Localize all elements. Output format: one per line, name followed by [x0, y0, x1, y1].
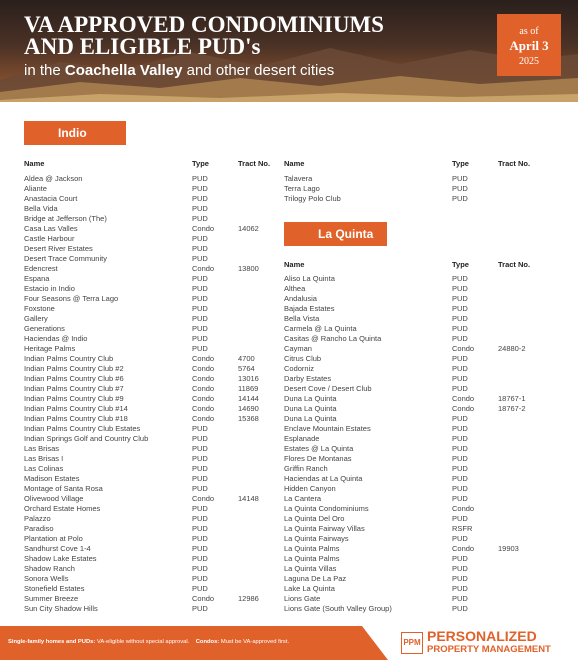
- note-bold-2: Condos:: [195, 639, 220, 645]
- item-type: PUD: [192, 434, 208, 443]
- item-type: PUD: [192, 424, 208, 433]
- list-item: [24, 514, 274, 524]
- item-name: Hidden Canyon: [284, 484, 336, 493]
- list-item: [284, 564, 554, 574]
- list-item: [24, 554, 274, 564]
- item-type: PUD: [452, 554, 468, 563]
- list-item: [284, 334, 554, 344]
- item-type: PUD: [192, 304, 208, 313]
- item-name: Espana: [24, 274, 50, 283]
- item-type: Condo: [192, 224, 215, 233]
- item-type: PUD: [192, 244, 208, 253]
- item-type: PUD: [452, 304, 468, 313]
- list-item: [284, 174, 554, 184]
- indio-continued-list: [284, 174, 554, 204]
- page-subtitle: [24, 62, 334, 79]
- list-item: [24, 174, 274, 184]
- item-name: Flores De Montanas: [284, 454, 352, 463]
- column-header-tract-3: Tract No.: [498, 260, 531, 269]
- item-name: Montage of Santa Rosa: [24, 484, 103, 493]
- item-type: Condo: [452, 394, 475, 403]
- item-name: Desert Cove / Desert Club: [284, 384, 372, 393]
- note-bold-1: Single-family homes and PUDs:: [8, 639, 96, 645]
- item-name: Paradiso: [24, 524, 54, 533]
- list-item: [24, 594, 274, 604]
- list-item: [284, 324, 554, 334]
- item-name: Althea: [284, 284, 306, 293]
- list-item: [24, 344, 274, 354]
- item-type: PUD: [452, 364, 468, 373]
- item-tract: 4700: [238, 354, 255, 363]
- list-item: [24, 584, 274, 594]
- item-type: PUD: [452, 584, 468, 593]
- item-type: PUD: [452, 444, 468, 453]
- list-item: [24, 234, 274, 244]
- item-type: PUD: [192, 314, 208, 323]
- list-item: [284, 474, 554, 484]
- list-item: [284, 404, 554, 414]
- item-name: Indian Palms Country Club: [24, 354, 114, 363]
- item-name: Duna La Quinta: [284, 414, 337, 423]
- item-name: Sun City Shadow Hills: [24, 604, 98, 613]
- item-name: Estacio in Indio: [24, 284, 75, 293]
- item-name: Cayman: [284, 344, 312, 353]
- section-title-la-quinta: La Quinta: [284, 222, 387, 246]
- list-item: [24, 564, 274, 574]
- list-item: [284, 604, 554, 614]
- list-item: [24, 534, 274, 544]
- company-name-line-1: PERSONALIZED: [427, 628, 537, 644]
- date-badge: [497, 14, 561, 76]
- item-name: Citrus Club: [284, 354, 322, 363]
- item-tract: 14062: [238, 224, 259, 233]
- list-item: [24, 424, 274, 434]
- item-type: PUD: [452, 374, 468, 383]
- item-name: Esplanade: [284, 434, 320, 443]
- list-item: [24, 524, 274, 534]
- item-type: RSFR: [452, 524, 473, 533]
- list-item: [24, 314, 274, 324]
- item-type: PUD: [452, 484, 468, 493]
- list-item: [24, 294, 274, 304]
- item-type: PUD: [192, 284, 208, 293]
- item-type: PUD: [192, 574, 208, 583]
- item-name: Bella Vida: [24, 204, 58, 213]
- item-type: PUD: [452, 294, 468, 303]
- column-header-type-2: Type: [452, 159, 469, 168]
- item-name: Indian Palms Country Club #18: [24, 414, 128, 423]
- item-name: Desert River Estates: [24, 244, 93, 253]
- item-name: Aliante: [24, 184, 47, 193]
- list-item: [24, 254, 274, 264]
- item-name: Indian Palms Country Club #2: [24, 364, 124, 373]
- list-item: [24, 284, 274, 294]
- item-type: PUD: [452, 274, 468, 283]
- item-name: Heritage Palms: [24, 344, 76, 353]
- column-header-tract: Tract No.: [238, 159, 271, 168]
- item-name: Darby Estates: [284, 374, 332, 383]
- item-type: Condo: [192, 414, 215, 423]
- item-name: Duna La Quinta: [284, 394, 337, 403]
- item-name: Codorniz: [284, 364, 315, 373]
- list-item: [284, 464, 554, 474]
- item-type: PUD: [452, 534, 468, 543]
- item-name: Indian Palms Country Club #14: [24, 404, 128, 413]
- item-name: La Quinta Fairway Villas: [284, 524, 365, 533]
- item-name: La Quinta Villas: [284, 564, 337, 573]
- date-year: 2025: [519, 56, 539, 67]
- item-name: Sonora Wells: [24, 574, 69, 583]
- item-type: PUD: [192, 604, 208, 613]
- item-name: Palazzo: [24, 514, 51, 523]
- list-item: [284, 274, 554, 284]
- item-name: La Quinta Palms: [284, 554, 340, 563]
- item-type: PUD: [192, 204, 208, 213]
- list-item: [284, 354, 554, 364]
- list-item: [24, 504, 274, 514]
- item-type: PUD: [452, 174, 468, 183]
- column-header-name-3: Name: [284, 260, 305, 269]
- list-item: [24, 224, 274, 234]
- list-item: [284, 284, 554, 294]
- item-name: Indian Palms Country Club Estates: [24, 424, 141, 433]
- list-item: [284, 374, 554, 384]
- list-item: [284, 314, 554, 324]
- item-tract: 18767-2: [498, 404, 526, 413]
- note-text-2: Must be VA-approved first.: [219, 639, 290, 645]
- list-item: [284, 194, 554, 204]
- item-name: Lake La Quinta: [284, 584, 335, 593]
- list-item: [284, 544, 554, 554]
- list-item: [24, 194, 274, 204]
- title-line-1: VA APPROVED CONDOMINIUMS: [24, 12, 384, 37]
- list-item: [284, 184, 554, 194]
- item-name: Desert Trace Community: [24, 254, 107, 263]
- item-type: Condo: [452, 344, 475, 353]
- section-title-indio: Indio: [24, 121, 126, 145]
- item-name: Bridge at Jefferson (The): [24, 214, 107, 223]
- item-type: PUD: [452, 414, 468, 423]
- list-item: [24, 444, 274, 454]
- item-name: Four Seasons @ Terra Lago: [24, 294, 119, 303]
- item-name: Indian Springs Golf and Country Club: [24, 434, 149, 443]
- subtitle-pre: in the: [24, 62, 65, 79]
- list-item: [24, 454, 274, 464]
- list-item: [284, 534, 554, 544]
- item-type: PUD: [192, 184, 208, 193]
- list-item: [284, 524, 554, 534]
- item-type: PUD: [192, 564, 208, 573]
- list-item: [24, 274, 274, 284]
- column-header-type: Type: [192, 159, 209, 168]
- list-item: [284, 294, 554, 304]
- list-item: [24, 474, 274, 484]
- date-day: April 3: [509, 38, 549, 53]
- list-item: [24, 334, 274, 344]
- list-item: [284, 434, 554, 444]
- item-name: Aldea @ Jackson: [24, 174, 83, 183]
- item-name: Indian Palms Country Club #7: [24, 384, 124, 393]
- item-name: La Quinta Del Oro: [284, 514, 345, 523]
- item-type: PUD: [452, 514, 468, 523]
- item-name: Talavera: [284, 174, 313, 183]
- list-item: [284, 594, 554, 604]
- item-name: Aliso La Quinta: [284, 274, 335, 283]
- item-name: Madison Estates: [24, 474, 80, 483]
- item-type: PUD: [452, 194, 468, 203]
- list-item: [24, 244, 274, 254]
- item-type: PUD: [192, 514, 208, 523]
- item-name: La Quinta Fairways: [284, 534, 349, 543]
- item-tract: 14690: [238, 404, 259, 413]
- item-name: Sandhurst Cove 1-4: [24, 544, 91, 553]
- item-type: PUD: [452, 574, 468, 583]
- list-item: [24, 264, 274, 274]
- list-item: [284, 574, 554, 584]
- item-name: Summer Breeze: [24, 594, 79, 603]
- item-type: PUD: [192, 254, 208, 263]
- column-header-type-3: Type: [452, 260, 469, 269]
- note-text-1: VA-eligible without special approval.: [95, 639, 190, 645]
- title-line-2: AND ELIGIBLE PUD's: [24, 34, 261, 59]
- list-item: [284, 504, 554, 514]
- item-name: Las Brisas: [24, 444, 60, 453]
- item-name: Bella Vista: [284, 314, 320, 323]
- item-type: PUD: [192, 484, 208, 493]
- item-name: Shadow Ranch: [24, 564, 75, 573]
- item-tract: 18767-1: [498, 394, 526, 403]
- list-item: [24, 214, 274, 224]
- item-name: Orchard Estate Homes: [24, 504, 101, 513]
- item-type: PUD: [192, 274, 208, 283]
- item-name: Generations: [24, 324, 65, 333]
- column-header-name-2: Name: [284, 159, 305, 168]
- item-type: PUD: [192, 334, 208, 343]
- item-type: PUD: [452, 564, 468, 573]
- item-type: PUD: [192, 534, 208, 543]
- item-type: PUD: [192, 584, 208, 593]
- item-name: Foxstone: [24, 304, 55, 313]
- item-type: PUD: [452, 434, 468, 443]
- item-name: Haciendas @ Indio: [24, 334, 88, 343]
- item-type: PUD: [192, 554, 208, 563]
- item-tract: 12986: [238, 594, 259, 603]
- la-quinta-list: [284, 274, 554, 614]
- item-tract: 19903: [498, 544, 519, 553]
- item-tract: 14148: [238, 494, 259, 503]
- item-type: PUD: [192, 544, 208, 553]
- item-type: Condo: [192, 364, 215, 373]
- item-name: Haciendas at La Quinta: [284, 474, 363, 483]
- list-item: [284, 554, 554, 564]
- item-type: PUD: [192, 464, 208, 473]
- subtitle-post: and other desert cities: [182, 62, 335, 79]
- list-item: [24, 574, 274, 584]
- list-item: [24, 354, 274, 364]
- item-name: Las Colinas: [24, 464, 64, 473]
- item-name: Indian Palms Country Club #9: [24, 394, 124, 403]
- page-title: [24, 14, 484, 58]
- item-type: PUD: [192, 344, 208, 353]
- item-name: Casa Las Valles: [24, 224, 78, 233]
- item-type: Condo: [192, 394, 215, 403]
- item-name: Plantation at Polo: [24, 534, 83, 543]
- date-asof: as of: [519, 26, 539, 37]
- item-type: Condo: [192, 354, 215, 363]
- item-name: Las Brisas I: [24, 454, 64, 463]
- item-tract: 5764: [238, 364, 255, 373]
- column-header-name: Name: [24, 159, 45, 168]
- item-name: La Quinta Palms: [284, 544, 340, 553]
- list-item: [284, 514, 554, 524]
- item-tract: 15368: [238, 414, 259, 423]
- list-item: [24, 494, 274, 504]
- list-item: [284, 424, 554, 434]
- item-tract: 11869: [238, 384, 259, 393]
- item-tract: 24880-2: [498, 344, 526, 353]
- item-name: Castle Harbour: [24, 234, 75, 243]
- item-name: Lions Gate: [284, 594, 321, 603]
- item-name: Edencrest: [24, 264, 58, 273]
- item-type: PUD: [192, 174, 208, 183]
- item-type: PUD: [192, 194, 208, 203]
- item-type: Condo: [192, 384, 215, 393]
- indio-list: [24, 174, 274, 614]
- list-item: [284, 384, 554, 394]
- item-type: PUD: [192, 234, 208, 243]
- list-item: [24, 374, 274, 384]
- footer: [0, 626, 578, 660]
- item-type: PUD: [192, 524, 208, 533]
- list-item: [24, 304, 274, 314]
- list-item: [24, 204, 274, 214]
- item-type: PUD: [452, 384, 468, 393]
- item-type: PUD: [192, 294, 208, 303]
- item-type: Condo: [452, 404, 475, 413]
- list-item: [24, 604, 274, 614]
- item-name: Carmela @ La Quinta: [284, 324, 357, 333]
- item-type: PUD: [192, 444, 208, 453]
- item-type: Condo: [192, 594, 215, 603]
- list-item: [284, 414, 554, 424]
- list-item: [284, 344, 554, 354]
- list-item: [24, 184, 274, 194]
- list-item: [284, 444, 554, 454]
- item-name: Gallery: [24, 314, 48, 323]
- item-type: Condo: [192, 264, 215, 273]
- item-type: PUD: [452, 594, 468, 603]
- list-item: [284, 454, 554, 464]
- list-item: [24, 364, 274, 374]
- footer-note: [8, 639, 289, 645]
- item-name: Duna La Quinta: [284, 404, 337, 413]
- item-name: Casitas @ Rancho La Quinta: [284, 334, 382, 343]
- list-item: [284, 494, 554, 504]
- list-item: [24, 484, 274, 494]
- item-type: PUD: [452, 424, 468, 433]
- item-tract: 14144: [238, 394, 259, 403]
- item-name: Lions Gate (South Valley Group): [284, 604, 392, 613]
- item-name: Trilogy Polo Club: [284, 194, 341, 203]
- item-type: PUD: [192, 324, 208, 333]
- item-name: Estates @ La Quinta: [284, 444, 354, 453]
- item-name: Griffin Ranch: [284, 464, 328, 473]
- list-item: [24, 384, 274, 394]
- item-type: PUD: [452, 324, 468, 333]
- list-item: [284, 304, 554, 314]
- list-item: [24, 544, 274, 554]
- item-name: Enclave Mountain Estates: [284, 424, 371, 433]
- item-tract: 13016: [238, 374, 259, 383]
- list-item: [284, 394, 554, 404]
- item-type: Condo: [192, 404, 215, 413]
- item-type: PUD: [452, 184, 468, 193]
- subtitle-region: Coachella Valley: [64, 62, 183, 79]
- list-item: [284, 584, 554, 594]
- item-type: PUD: [452, 474, 468, 483]
- list-item: [24, 324, 274, 334]
- item-type: PUD: [452, 314, 468, 323]
- list-item: [24, 414, 274, 424]
- header-banner: [0, 0, 578, 102]
- item-type: PUD: [192, 474, 208, 483]
- list-item: [284, 364, 554, 374]
- item-tract: 13800: [238, 264, 259, 273]
- list-item: [24, 394, 274, 404]
- item-name: La Cantera: [284, 494, 322, 503]
- item-type: PUD: [192, 454, 208, 463]
- item-name: Olivewood Village: [24, 494, 84, 503]
- item-type: Condo: [192, 374, 215, 383]
- item-type: Condo: [192, 494, 215, 503]
- item-type: PUD: [192, 504, 208, 513]
- item-type: PUD: [452, 494, 468, 503]
- company-name-line-2: PROPERTY MANAGEMENT: [427, 644, 551, 655]
- item-type: PUD: [452, 284, 468, 293]
- item-name: La Quinta Condominiums: [284, 504, 369, 513]
- company-logo-icon: PPM: [401, 632, 423, 654]
- item-type: PUD: [452, 464, 468, 473]
- item-type: PUD: [452, 334, 468, 343]
- item-type: Condo: [452, 504, 475, 513]
- item-type: PUD: [452, 354, 468, 363]
- list-item: [24, 404, 274, 414]
- item-type: PUD: [192, 214, 208, 223]
- item-name: Andalusia: [284, 294, 317, 303]
- item-name: Anastacia Court: [24, 194, 78, 203]
- list-item: [24, 464, 274, 474]
- column-header-tract-2: Tract No.: [498, 159, 531, 168]
- item-type: Condo: [452, 544, 475, 553]
- item-name: Indian Palms Country Club #6: [24, 374, 124, 383]
- list-item: [284, 484, 554, 494]
- item-name: Terra Lago: [284, 184, 320, 193]
- item-name: Laguna De La Paz: [284, 574, 347, 583]
- item-name: Shadow Lake Estates: [24, 554, 97, 563]
- item-name: Bajada Estates: [284, 304, 335, 313]
- list-item: [24, 434, 274, 444]
- item-type: PUD: [452, 604, 468, 613]
- item-type: PUD: [452, 454, 468, 463]
- item-name: Stonefield Estates: [24, 584, 85, 593]
